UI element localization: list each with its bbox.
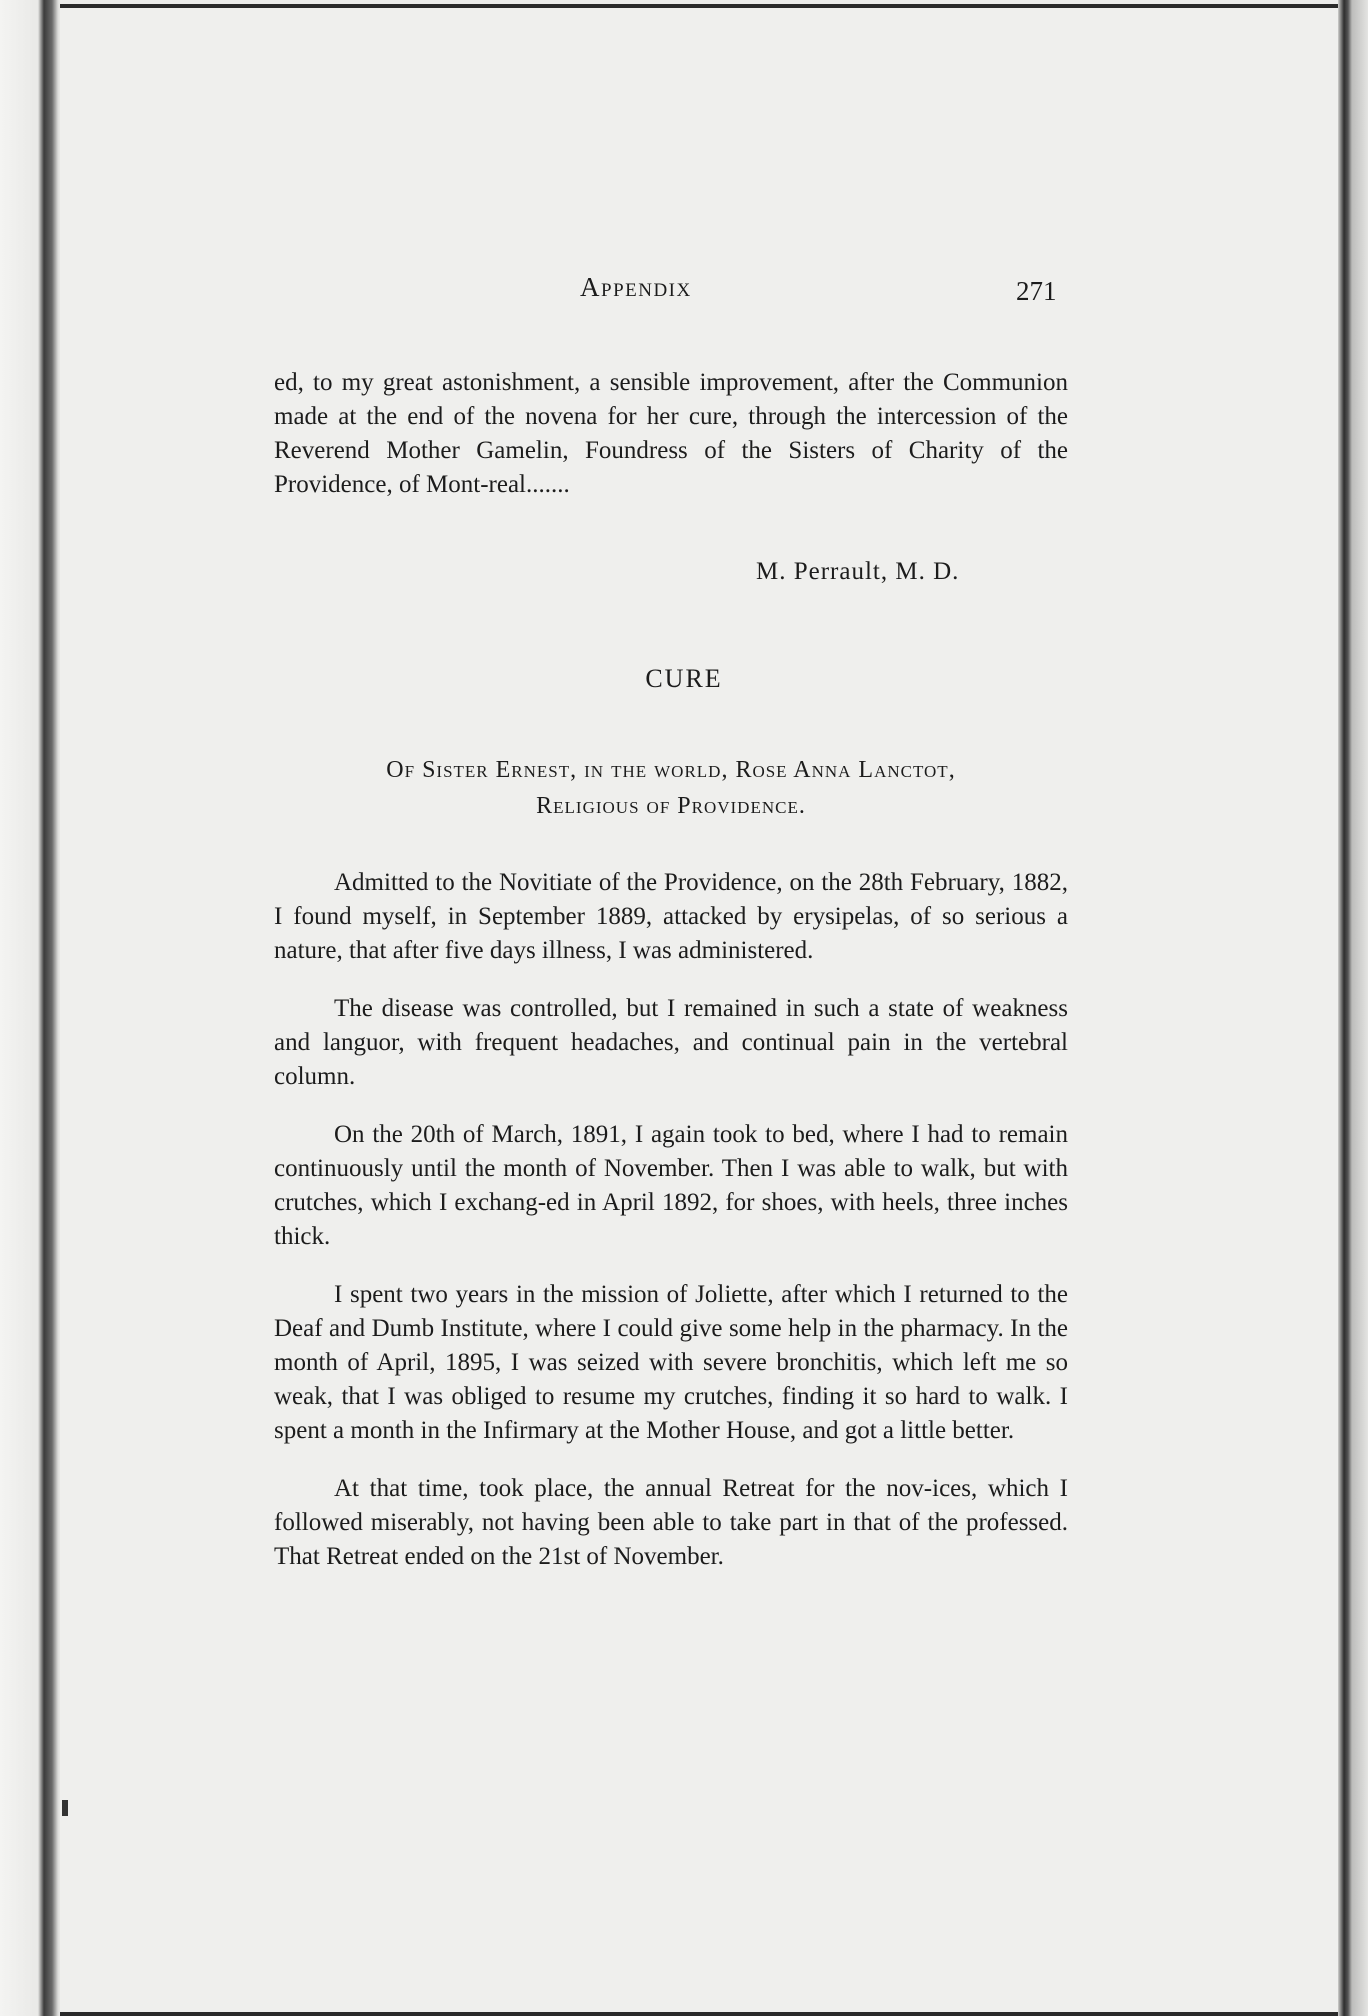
signature: M. Perrault, M. D. bbox=[756, 558, 960, 585]
paragraph: The disease was controlled, but I remained in such a state of weakness and languor, with frequent headaches, and continual pain in the vertebral column. bbox=[274, 995, 1068, 1090]
running-title: Appendix bbox=[580, 272, 692, 302]
testimony-text bbox=[274, 866, 1068, 1598]
section-title: CURE bbox=[645, 664, 723, 693]
subtitle-line-1: Of Sister Ernest, in the world, Rose Anna Lanctot, bbox=[386, 757, 956, 783]
continued-paragraph: ed, to my great astonishment, a sensible improvement, after the Communion made at the end of the novena for her cure, through the intercession of the Reverend Mother Gamelin, Foundress of the Sisters of Charity of the Providence, of Mont-real....... bbox=[274, 369, 1068, 498]
page-number: 271 bbox=[1016, 276, 1057, 306]
paragraph: At that time, took place, the annual Retreat for the nov-ices, which I followed miserably, not having been able to take part in that of the professed. That Retreat ended on the 21st of November. bbox=[274, 1475, 1068, 1570]
running-header bbox=[0, 272, 1368, 322]
continued-paragraph-block bbox=[274, 366, 1068, 502]
binding-mark bbox=[62, 1800, 68, 1816]
paragraph: Admitted to the Novitiate of the Providence, on the 28th February, 1882, I found myself, in September 1889, attacked by erysipelas, of so serious a nature, that after five days illness, I was administered. bbox=[274, 869, 1068, 964]
subtitle-line-2: Religious of Providence. bbox=[536, 793, 806, 819]
paragraph: I spent two years in the mission of Joliette, after which I returned to the Deaf and Dumb Institute, where I could give some help in the pharmacy. In the month of April, 1895, I was seized with severe bronchitis, which left me so weak, that I was obliged to resume my crutches, finding it so hard to walk. I spent a month in the Infirmary at the Mother House, and got a little better. bbox=[274, 1281, 1068, 1444]
paragraph: On the 20th of March, 1891, I again took to bed, where I had to remain continuously until the month of November. Then I was able to walk, but with crutches, which I exchang-ed in April 1892, for shoes, with heels, three inches thick. bbox=[274, 1121, 1068, 1250]
section-subtitle bbox=[274, 752, 1068, 824]
